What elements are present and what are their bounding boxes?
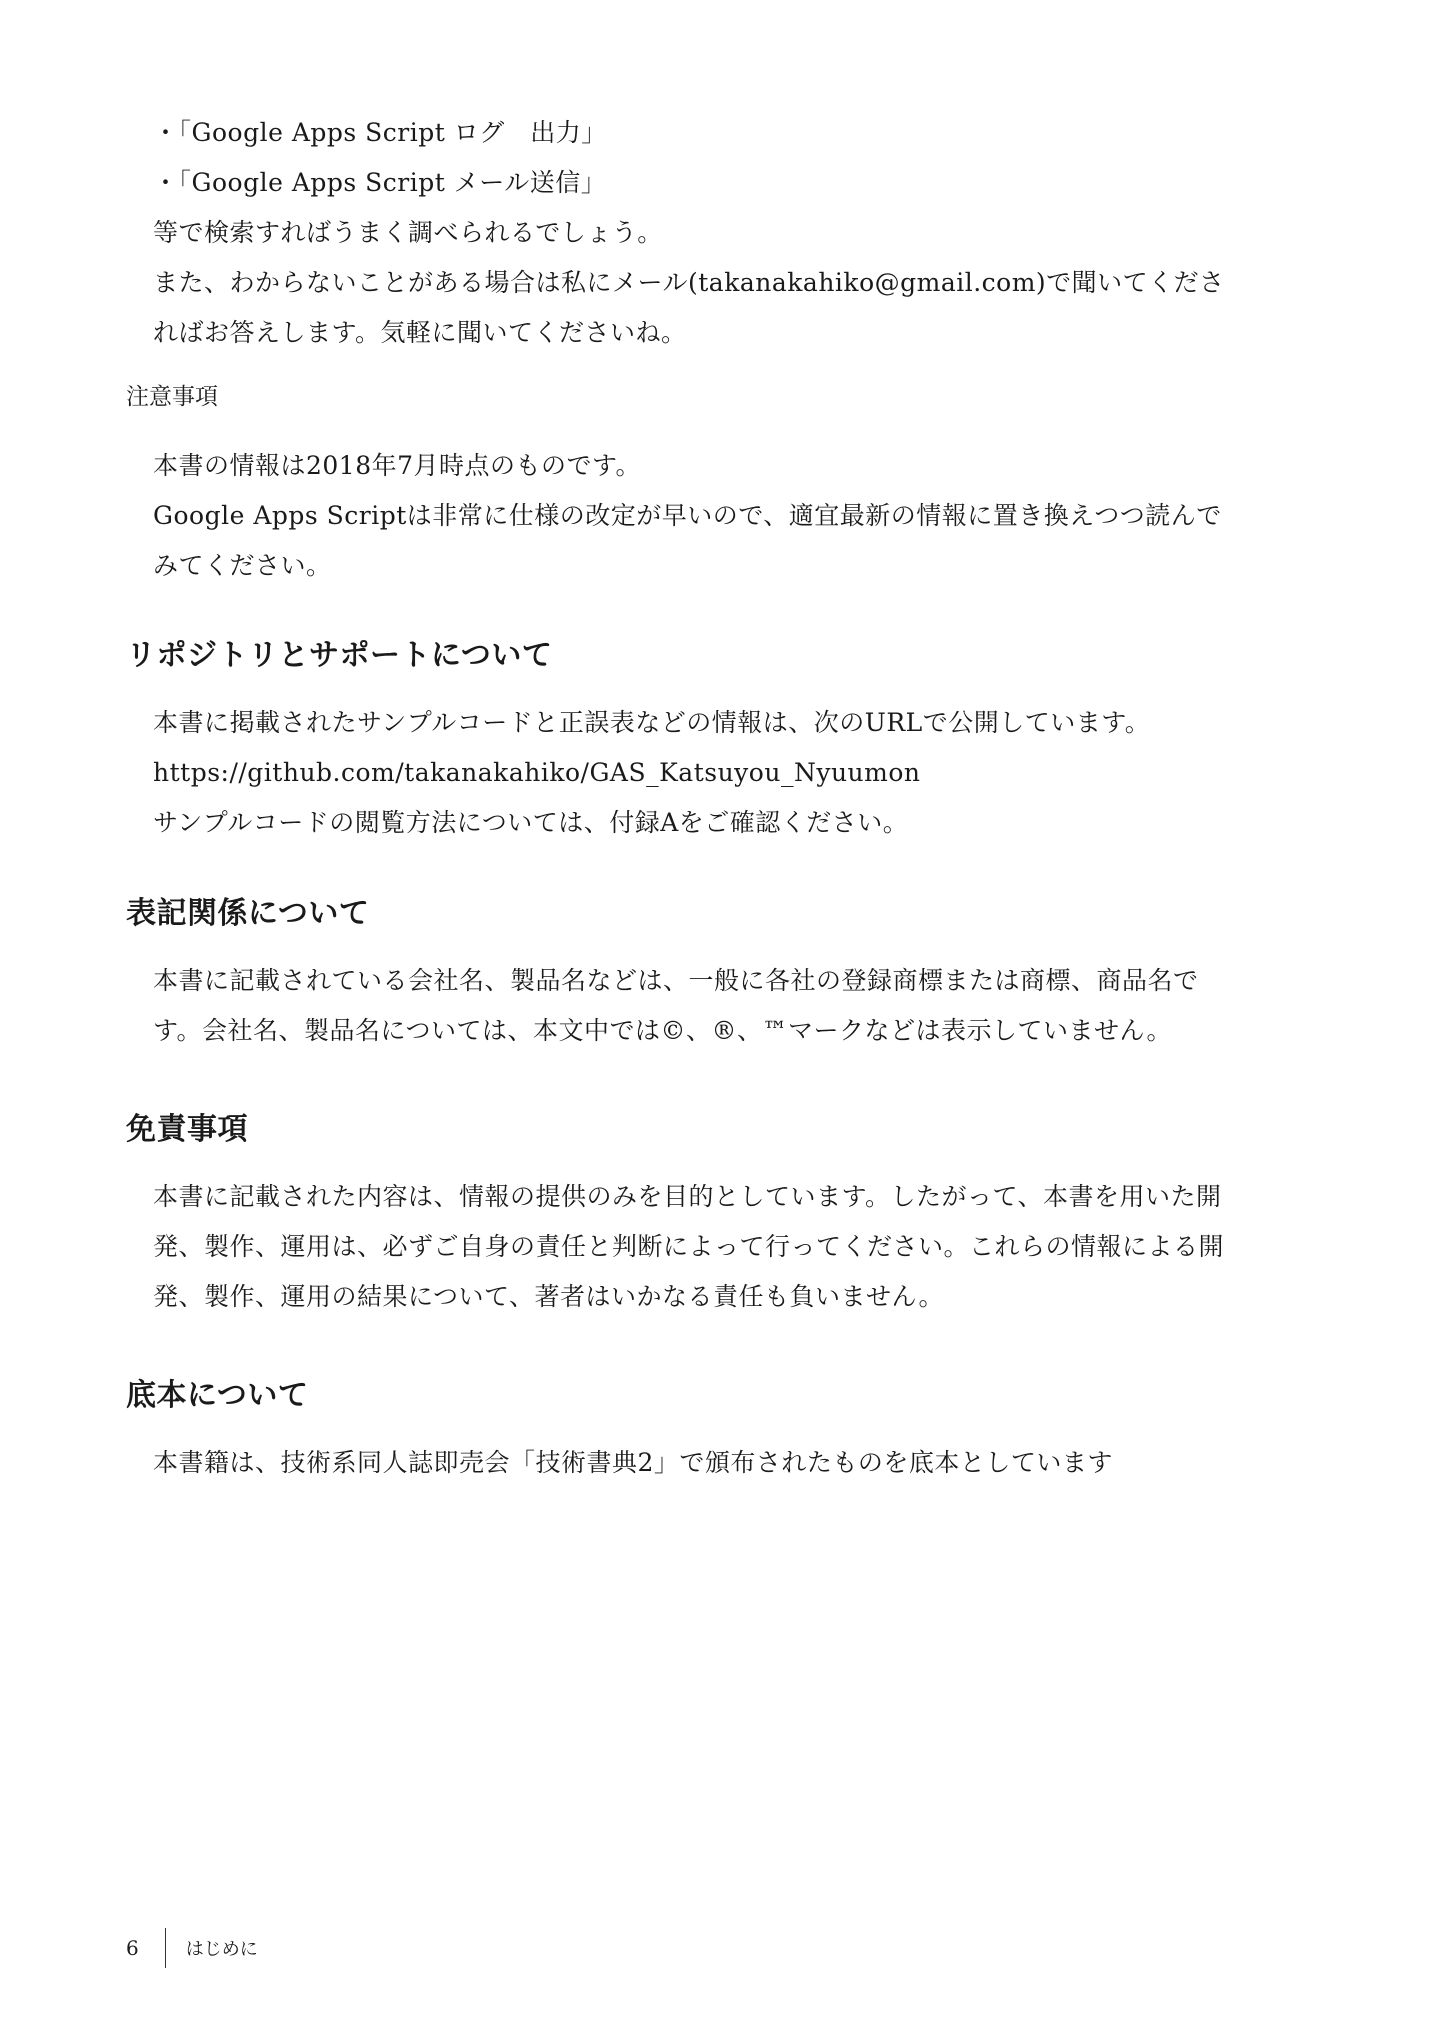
repository-appendix-line: サンプルコードの閲覧方法については、付録Aをご確認ください。: [153, 808, 909, 837]
chapter-title: はじめに: [185, 1939, 258, 1960]
page-number: 6: [126, 1936, 139, 1960]
notes-update-paragraph: Google Apps Scriptは非常に仕様の改定が早いので、適宜最新の情報に置き換えつつ読んでみてください。: [153, 501, 1222, 580]
search-hint-bullet-1: ・「Google Apps Script ログ 出力」: [153, 118, 607, 147]
notes-label: 注意事項: [126, 384, 218, 410]
footer-divider: [165, 1928, 166, 1968]
repository-intro-line: 本書に掲載されたサンプルコードと正誤表などの情報は、次のURLで公開しています。: [153, 708, 1151, 737]
notes-date-line: 本書の情報は2018年7月時点のものです。: [153, 451, 642, 480]
search-hint-line: 等で検索すればうまく調べられるでしょう。: [153, 218, 663, 247]
disclaimer-heading: 免責事項: [126, 1112, 248, 1147]
notation-paragraph: 本書に記載されている会社名、製品名などは、一般に各社の登録商標または商標、商品名です。会社名、製品名については、本文中では©、®、™マークなどは表示していません。: [153, 966, 1199, 1045]
repository-heading: リポジトリとサポートについて: [126, 638, 553, 673]
notation-heading: 表記関係について: [126, 896, 370, 931]
contact-paragraph: また、わからないことがある場合は私にメール(takanakahiko@gmail.com)で聞いてくださればお答えします。気軽に聞いてくださいね。: [153, 268, 1225, 347]
page-footer: [126, 1928, 258, 1968]
search-hint-bullet-2: ・「Google Apps Script メール送信」: [153, 168, 607, 197]
origin-heading: 底本について: [126, 1378, 309, 1413]
origin-paragraph: 本書籍は、技術系同人誌即売会「技術書典2」で頒布されたものを底本としています: [153, 1448, 1113, 1477]
repository-url: https://github.com/takanakahiko/GAS_Katsuyou_Nyuumon: [153, 758, 921, 787]
disclaimer-paragraph: 本書に記載された内容は、情報の提供のみを目的としています。したがって、本書を用いた開発、製作、運用は、必ずご自身の責任と判断によって行ってください。これらの情報による開発、製作、運用の結果について、著者はいかなる責任も負いません。: [153, 1182, 1225, 1311]
